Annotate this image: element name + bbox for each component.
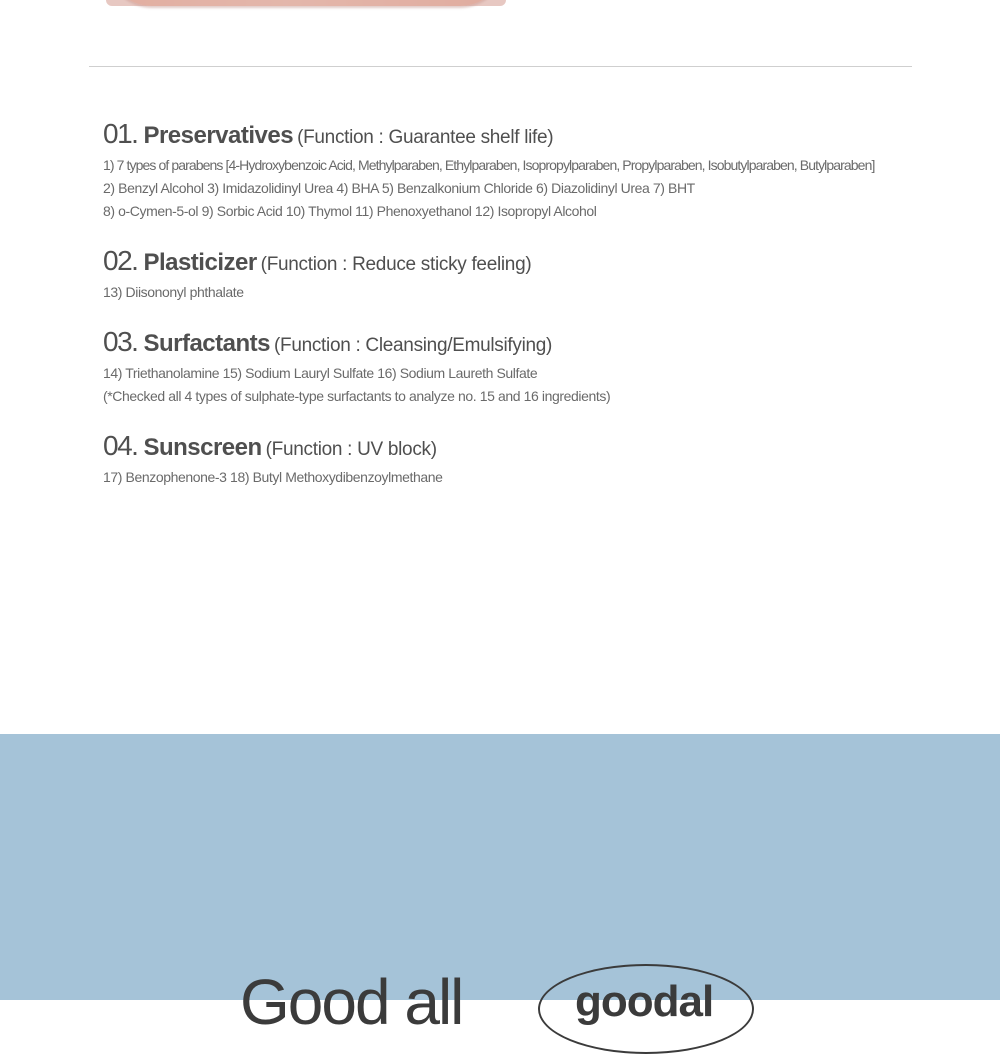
brand-logo-word: Good all	[240, 966, 463, 1038]
section-heading	[103, 116, 963, 152]
section-title: Surfactants	[143, 330, 270, 357]
section-items	[103, 466, 963, 489]
brand-banner	[0, 734, 1000, 1038]
product-image-bottom-edge	[106, 0, 506, 6]
ingredient-list	[103, 116, 963, 489]
section-heading	[103, 324, 963, 360]
section-function: (Function : Cleansing/Emulsifying)	[273, 335, 553, 356]
section-number: 04.	[103, 430, 138, 461]
section-items	[103, 281, 963, 304]
item-line: 8) o-Cymen-5-ol 9) Sorbic Acid 10) Thymol 11) Phenoxyethanol 12) Isopropyl Alcohol	[103, 203, 597, 219]
section-function: (Function : UV block)	[265, 439, 437, 460]
item-line: 13) Diisononyl phthalate	[103, 284, 244, 300]
section-heading	[103, 243, 963, 279]
section-title: Plasticizer	[143, 249, 257, 276]
item-line: 17) Benzophenone-3 18) Butyl Methoxydibenzoylmethane	[103, 469, 443, 485]
section-items	[103, 362, 963, 408]
section-number: 03.	[103, 326, 138, 357]
section-surfactants	[103, 324, 963, 408]
item-line: 14) Triethanolamine 15) Sodium Lauryl Sulfate 16) Sodium Laureth Sulfate	[103, 365, 538, 381]
item-line: 1) 7 types of parabens [4-Hydroxybenzoic Acid, Methylparaben, Ethylparaben, Isopropylparaben, Propylparaben, Isobutylparaben, Butylparaben]	[103, 157, 875, 173]
section-preservatives	[103, 116, 963, 223]
section-number: 02.	[103, 245, 138, 276]
item-line: 2) Benzyl Alcohol 3) Imidazolidinyl Urea 4) BHA 5) Benzalkonium Chloride 6) Diazolidinyl Urea 7) BHT	[103, 180, 695, 196]
section-plasticizer	[103, 243, 963, 304]
item-line: (*Checked all 4 types of sulphate-type surfactants to analyze no. 15 and 16 ingredients)	[103, 388, 611, 404]
section-sunscreen	[103, 428, 963, 489]
section-title: Preservatives	[143, 122, 294, 149]
divider	[89, 66, 912, 67]
section-number: 01.	[103, 118, 138, 149]
section-function: (Function : Guarantee shelf life)	[297, 127, 554, 148]
section-items	[103, 154, 963, 223]
section-heading	[103, 428, 963, 464]
section-title: Sunscreen	[143, 434, 262, 461]
section-function: (Function : Reduce sticky feeling)	[260, 254, 532, 275]
brand-logo-oval-word: goodal	[575, 977, 714, 1026]
